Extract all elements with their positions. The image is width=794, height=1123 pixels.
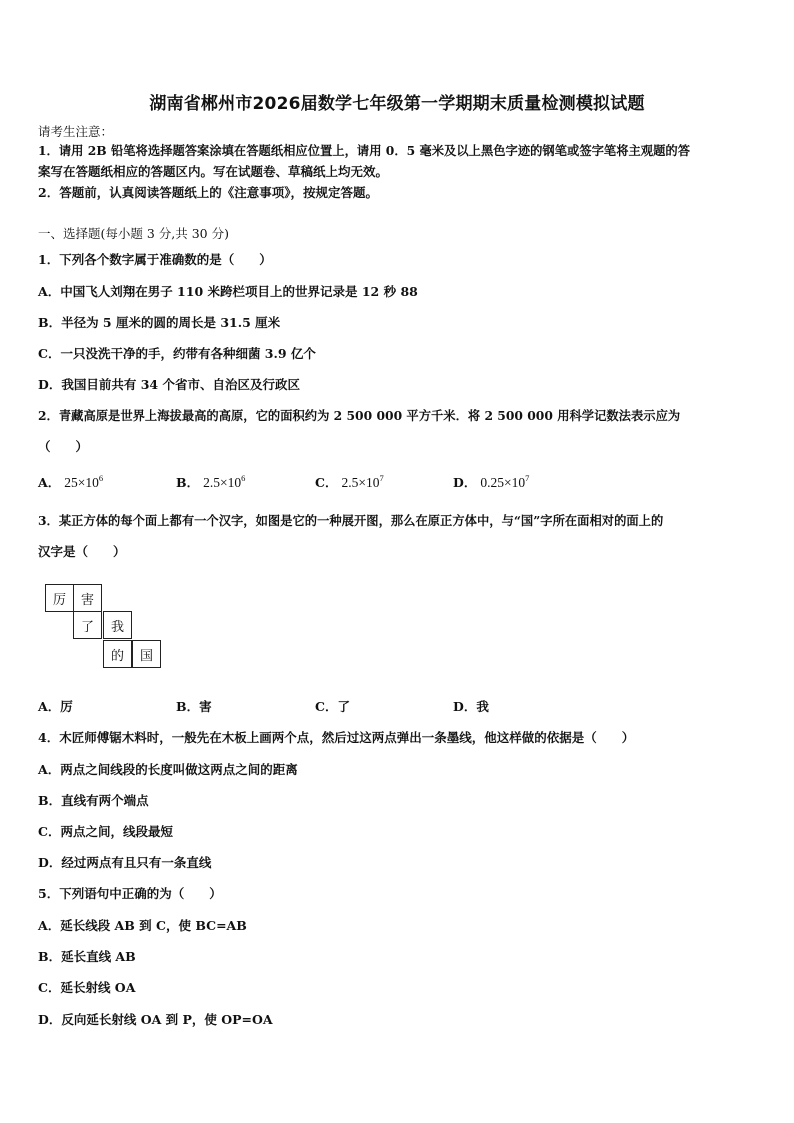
q2-option-a: [38, 473, 103, 491]
q4-option-b: B．直线有两个端点: [38, 793, 149, 808]
notice-line-1: 1．请用 2B 铅笔将选择题答案涂填在答题纸相应位置上，请用 0．5 毫米及以上黑色字迹的钢笔或签字笔将主观题的答: [38, 143, 690, 158]
q2-option-c-coef: 2.5×10: [341, 475, 380, 490]
q2-option-d-exp: 7: [525, 473, 530, 483]
q1-option-d: D．我国目前共有 34 个省市、自治区及行政区: [38, 377, 300, 392]
page-title: 湖南省郴州市2026届数学七年级第一学期期末质量检测模拟试题: [149, 94, 645, 114]
q2-option-c-exp: 7: [379, 473, 384, 483]
net-cell-2: 害: [73, 584, 102, 612]
q2-stem-cont: （ ）: [38, 439, 89, 454]
q5-stem: 5．下列语句中正确的为（ ）: [38, 886, 222, 901]
q3-stem-cont: 汉字是（ ）: [38, 544, 126, 559]
section-heading: 一、选择题(每小题 3 分,共 30 分): [38, 226, 229, 241]
q3-option-c: C．了: [315, 699, 350, 714]
q4-option-c: C．两点之间，线段最短: [38, 824, 173, 839]
q1-stem: 1．下列各个数字属于准确数的是（ ）: [38, 252, 272, 267]
q2-option-b-coef: 2.5×10: [203, 475, 242, 490]
net-cell-1: 厉: [45, 584, 74, 612]
notice-heading: 请考生注意：: [38, 124, 114, 139]
net-cell-3: 了: [73, 611, 102, 639]
q2-option-b-exp: 6: [241, 473, 246, 483]
q2-option-a-label: A．: [38, 475, 61, 490]
q2-option-c-label: C．: [315, 475, 338, 490]
q2-option-d: [453, 473, 529, 491]
notice-line-2: 2．答题前，认真阅读答题纸上的《注意事项》，按规定答题。: [38, 185, 378, 200]
notice-line-1-cont: 案写在答题纸相应的答题区内。写在试题卷、草稿纸上均无效。: [38, 164, 389, 179]
q2-option-b-label: B．: [176, 475, 200, 490]
q2-option-b: [176, 473, 245, 491]
q5-option-d: D．反向延长射线 OA 到 P，使 OP=OA: [38, 1012, 273, 1027]
q3-option-d: D．我: [453, 699, 489, 714]
q2-option-d-coef: 0.25×10: [480, 475, 526, 490]
q2-option-d-label: D．: [453, 475, 477, 490]
q1-option-b: B．半径为 5 厘米的圆的周长是 31.5 厘米: [38, 315, 281, 330]
q2-stem: 2．青藏高原是世界上海拔最高的高原，它的面积约为 2 500 000 平方千米．将 2 500 000 用科学记数法表示应为: [38, 408, 681, 423]
net-cell-4: 我: [103, 611, 132, 639]
q3-option-a: A．厉: [38, 699, 73, 714]
q2-option-c: [315, 473, 384, 491]
q5-option-a: A．延长线段 AB 到 C，使 BC=AB: [38, 918, 247, 933]
q4-option-d: D．经过两点有且只有一条直线: [38, 855, 212, 870]
q1-option-c: C．一只没洗干净的手，约带有各种细菌 3.9 亿个: [38, 346, 316, 361]
q1-option-a: A．中国飞人刘翔在男子 110 米跨栏项目上的世界记录是 12 秒 88: [38, 284, 418, 299]
q3-option-b: B．害: [176, 699, 212, 714]
q4-stem: 4．木匠师傅锯木料时，一般先在木板上画两个点，然后过这两点弹出一条墨线，他这样做的依据是（ ）: [38, 730, 635, 745]
q5-option-b: B．延长直线 AB: [38, 949, 136, 964]
q3-stem: 3．某正方体的每个面上都有一个汉字，如图是它的一种展开图，那么在原正方体中，与“国”字所在面相对的面上的: [38, 513, 664, 528]
net-cell-5: 的: [103, 640, 132, 668]
q4-option-a: A．两点之间线段的长度叫做这两点之间的距离: [38, 762, 298, 777]
q2-option-a-coef: 25×10: [64, 475, 99, 490]
q2-option-a-exp: 6: [98, 473, 104, 483]
q5-option-c: C．延长射线 OA: [38, 980, 136, 995]
net-cell-6: 国: [132, 640, 161, 668]
